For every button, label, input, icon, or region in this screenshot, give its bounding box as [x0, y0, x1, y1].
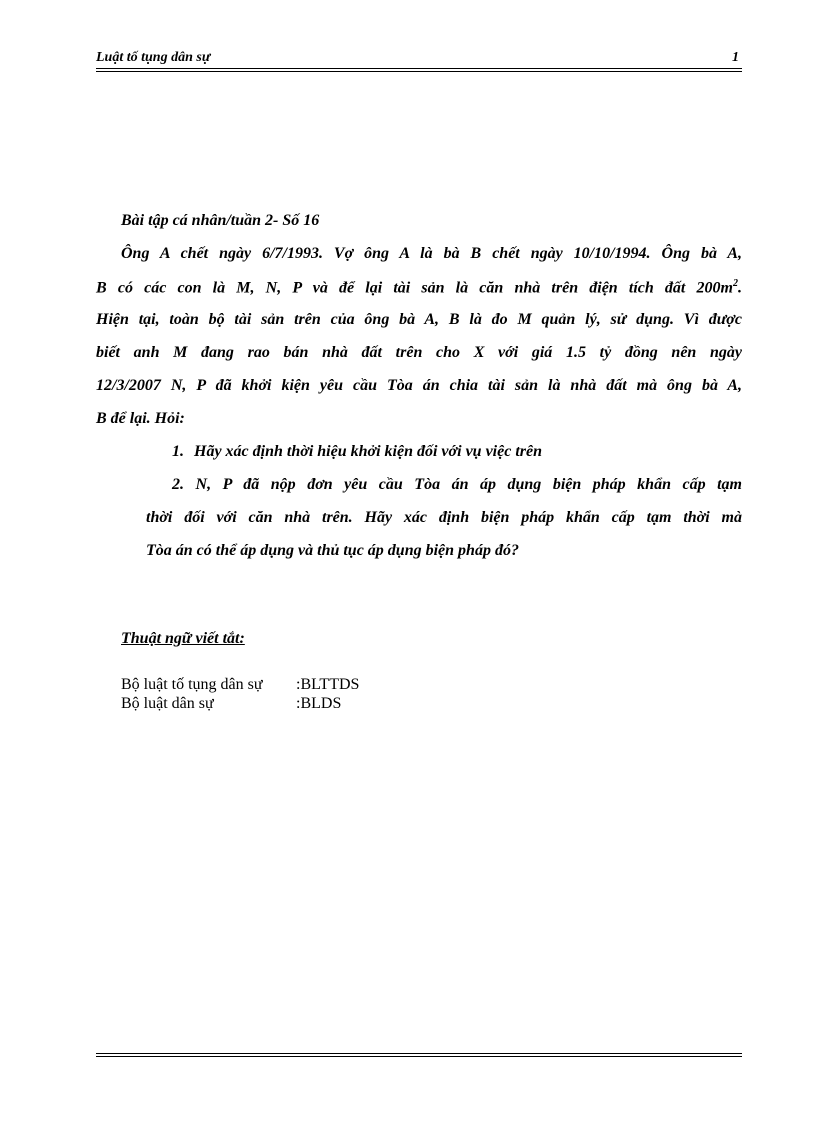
abbreviations-heading: Thuật ngữ viết tắt: — [121, 630, 245, 647]
area-superscript: 2 — [733, 278, 738, 289]
question-2-line-2: thời đối với căn nhà trên. Hãy xác định biện pháp khẩn cấp tạm thời mà — [146, 509, 742, 526]
paragraph-line-6: B để lại. Hỏi: — [96, 410, 185, 427]
footer-rule-top — [96, 1053, 742, 1054]
footer-rule-bottom — [96, 1056, 742, 1057]
abbreviation-code: :BLTTDS — [296, 676, 360, 693]
abbreviation-term: Bộ luật dân sự — [121, 695, 214, 712]
paragraph-line-4: biết anh M đang rao bán nhà đất trên cho X với giá 1.5 tỷ đồng nên ngày — [96, 344, 742, 361]
paragraph-line-3: Hiện tại, toàn bộ tài sản trên của ông bà A, B là đo M quản lý, sử dụng. Vì được — [96, 311, 742, 328]
exercise-heading: Bài tập cá nhân/tuần 2- Số 16 — [121, 212, 320, 229]
question-2-line-1: 2. N, P đã nộp đơn yêu cầu Tòa án áp dụng biện pháp khẩn cấp tạm — [172, 476, 742, 493]
header-rule-bottom — [96, 71, 742, 72]
header-title: Luật tố tụng dân sự — [96, 50, 211, 65]
question-2-number: 2. — [172, 476, 184, 493]
question-1-number: 1. — [172, 443, 184, 460]
paragraph-line-2: B có các con là M, N, P và để lại tài sản là căn nhà trên điện tích đất $200m^2$. — [96, 278, 742, 297]
question-1-text: Hãy xác định thời hiệu khởi kiện đối với vụ việc trên — [194, 443, 542, 460]
header-rule-top — [96, 68, 742, 69]
abbreviation-code: :BLDS — [296, 695, 342, 712]
abbreviation-term: Bộ luật tố tụng dân sự — [121, 676, 263, 693]
question-1 — [172, 443, 542, 461]
page-number: 1 — [732, 50, 739, 65]
paragraph-line-1: Ông A chết ngày 6/7/1993. Vợ ông A là bà B chết ngày 10/10/1994. Ông bà A, — [121, 245, 742, 262]
question-2-line-3: Tòa án có thể áp dụng và thủ tục áp dụng biện pháp đó? — [146, 542, 519, 559]
page-header — [96, 50, 742, 68]
paragraph-line-5: 12/3/2007 N, P đã khởi kiện yêu cầu Tòa án chia tài sản là nhà đất mà ông bà A, — [96, 377, 742, 394]
